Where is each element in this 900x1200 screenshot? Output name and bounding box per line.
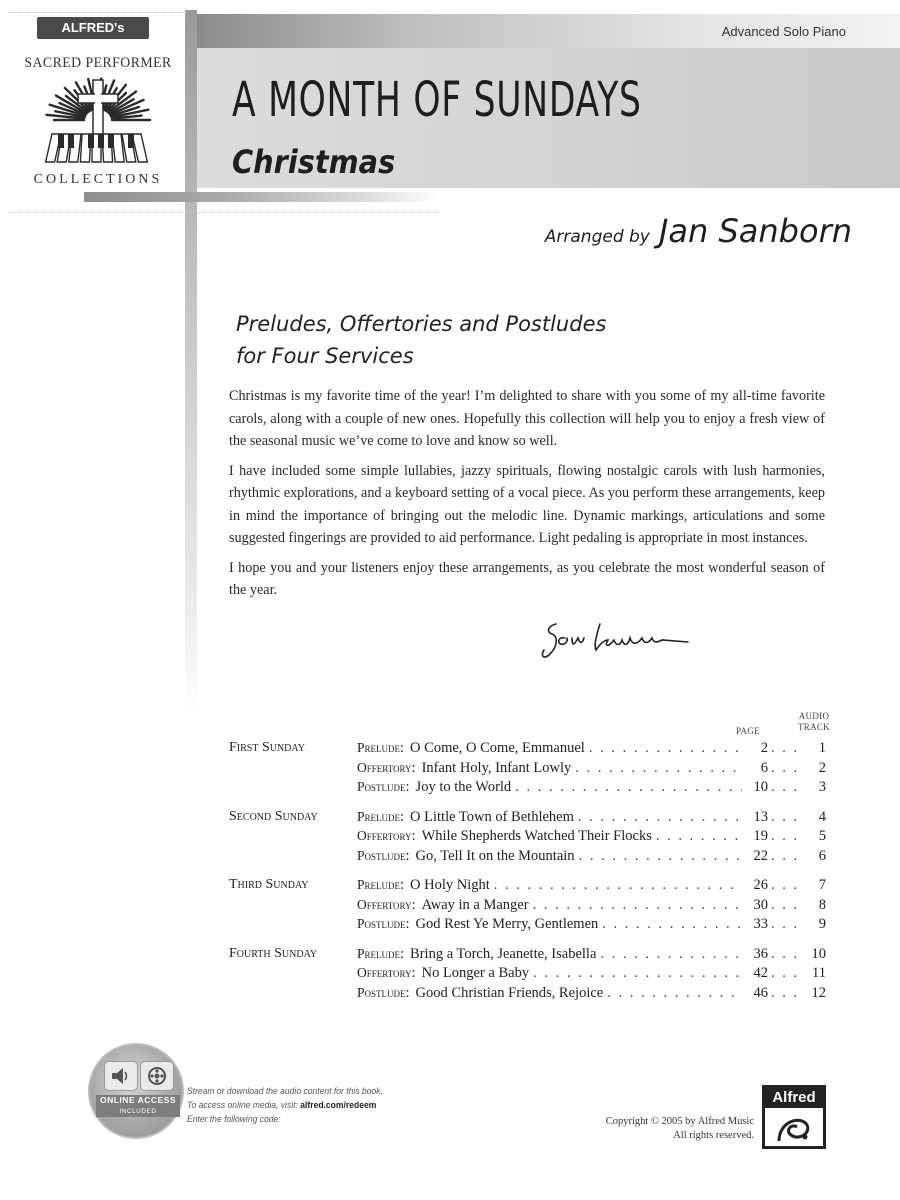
online-access-label (96, 1095, 180, 1117)
toc-track: 1 (818, 740, 826, 756)
toc-page: 10 (753, 779, 768, 795)
toc-kind: Prelude (357, 877, 401, 892)
toc-row: Prelude : O Come, O Come, Emmanuel . . . 2 . . . 1 (357, 740, 826, 760)
toc-title: While Shepherds Watched Their Flocks (421, 828, 652, 844)
toc-kind: Offertory (357, 965, 412, 980)
toc-leader (771, 965, 805, 982)
toc-kind: Offertory (357, 828, 412, 843)
toc-leader (771, 760, 805, 777)
toc-kind: Offertory (357, 759, 412, 775)
toc-track: 3 (818, 779, 826, 795)
online-access-instructions (187, 1085, 421, 1127)
music-clef-icon (775, 1111, 813, 1145)
toc-title: Go, Tell It on the Mountain (415, 847, 575, 864)
toc-title: O Little Town of Bethlehem (410, 808, 574, 825)
toc-kind: Prelude (357, 740, 401, 755)
toc-leader (771, 740, 805, 757)
toc-track: 8 (818, 896, 826, 913)
toc-leader (771, 809, 805, 826)
publisher-logo (762, 1085, 826, 1149)
toc-kind: Postlude (357, 916, 406, 931)
instruction-line: Enter the following code: (187, 1114, 281, 1125)
toc-track: 4 (818, 808, 826, 825)
toc-title: O Holy Night (410, 877, 490, 893)
cross-sunburst-icon (38, 74, 158, 166)
copyright-notice (606, 1115, 754, 1143)
toc-kind: Postlude (357, 779, 406, 794)
toc-group (229, 877, 826, 936)
toc-page: 33 (753, 916, 768, 932)
toc-page: 36 (753, 945, 768, 962)
publisher-name: Alfred (765, 1088, 823, 1108)
toc-title: Joy to the World (415, 779, 512, 795)
toc-track: 11 (812, 965, 826, 981)
copyright-line: All rights reserved. (673, 1130, 754, 1141)
toc-leader (607, 985, 742, 1002)
toc-track: 7 (818, 877, 826, 893)
toc-page: 13 (753, 808, 768, 825)
toc-page: 22 (753, 847, 768, 864)
arranger-credit (545, 212, 852, 250)
toc-page: 6 (760, 759, 768, 776)
toc-audio-header-line: AUDIO (798, 711, 830, 721)
toc-group-label: Third Sunday (229, 877, 309, 892)
intro-heading-line: for Four Services (236, 344, 414, 368)
online-access-line: INCLUDED (119, 1108, 157, 1115)
publisher-badge: ALFRED's (37, 17, 149, 39)
toc-leader (771, 946, 805, 963)
instruction-line: Stream or download the audio content for this book. (187, 1086, 383, 1097)
toc-page: 30 (753, 896, 768, 913)
instruction-prefix: To access online media, visit: (187, 1100, 298, 1111)
toc-group (229, 946, 826, 1005)
toc-track: 2 (818, 759, 826, 776)
toc-title: Good Christian Friends, Rejoice (415, 984, 604, 1001)
toc-track: 12 (811, 984, 826, 1001)
toc-kind: Prelude (357, 945, 401, 961)
toc-leader (533, 897, 742, 914)
instruction-line (187, 1099, 421, 1113)
toc-leader (579, 848, 742, 865)
online-access-badge (88, 1043, 184, 1139)
toc-title: No Longer a Baby (421, 965, 530, 981)
toc-leader (589, 740, 742, 757)
toc-leader (771, 916, 805, 933)
toc-leader (600, 946, 742, 963)
intro-paragraph: I have included some simple lullabies, jazzy spirituals, flowing nostalgic carols with lush harmonies, rhythmic explorations, and a keyboard setting of a vocal piece. As you perform these arrangements, keep in mind the importance of bringing out the melodic line. Dynamic markings, articulations and some suggested fingerings are provided to aid performance. Light pedaling is appropriate in most instances. (229, 462, 825, 546)
intro-heading (236, 308, 756, 372)
toc-kind: Offertory (357, 896, 412, 912)
toc-row: Postlude : Joy to the World . . . 10 . . . 3 (357, 779, 826, 799)
cross-horizontal-bar (84, 192, 440, 202)
toc-leader (656, 828, 742, 845)
toc-group-label: Fourth Sunday (229, 945, 318, 961)
series-logo (10, 12, 186, 192)
dotted-rule (10, 212, 440, 214)
online-access-line: ONLINE ACCESS (99, 1095, 177, 1105)
toc-title: Infant Holy, Infant Lowly (421, 759, 572, 776)
arranger-name: Jan Sanborn (658, 212, 852, 250)
toc-row: Prelude : O Holy Night . . . 26 . . . 7 (357, 877, 826, 897)
toc-leader (494, 877, 742, 894)
intro-paragraph: I hope you and your listeners enjoy these arrangements, as you celebrate the most wonderful season of the year. (229, 559, 825, 598)
series-collections: COLLECTIONS (33, 172, 163, 187)
toc-row: Prelude : O Little Town of Bethlehem . . . 13 . . . 4 (357, 809, 826, 829)
toc-page: 26 (753, 877, 768, 893)
toc-leader (771, 897, 805, 914)
toc-leader (533, 965, 742, 982)
arranger-prefix: Arranged by (544, 227, 650, 247)
toc-track: 9 (818, 916, 826, 932)
toc-group-label: Second Sunday (229, 808, 318, 824)
toc-row: Offertory : Away in a Manger . . . 30 . . . 8 (357, 897, 826, 917)
intro-paragraph: Christmas is my favorite time of the year! I’m delighted to share with you some of my all-time favorite carols, along with a couple of new ones. Hopefully this collection will help you to enjoy a fresh view of the seasonal music we’ve come to love and know so well. (229, 388, 825, 449)
table-of-contents (229, 740, 826, 1014)
toc-group (229, 809, 826, 868)
toc-title: God Rest Ye Merry, Gentlemen (415, 916, 599, 932)
toc-leader (771, 828, 805, 845)
toc-row: Postlude : Go, Tell It on the Mountain . . . 22 . . . 6 (357, 848, 826, 868)
intro-text (229, 385, 825, 609)
toc-group (229, 740, 826, 799)
toc-leader (515, 779, 742, 796)
toc-row: Prelude : Bring a Torch, Jeanette, Isabella . . . 36 . . . 10 (357, 946, 826, 966)
edition-label: Advanced Solo Piano (721, 24, 846, 39)
book-subtitle: Christmas (232, 143, 396, 181)
toc-leader (575, 760, 742, 777)
toc-leader (578, 809, 742, 826)
toc-audio-header-line: TRACK (797, 722, 830, 732)
toc-title: Bring a Torch, Jeanette, Isabella (410, 945, 597, 962)
copyright-line: Copyright © 2005 by Alfred Music (605, 1116, 754, 1127)
toc-page: 42 (753, 965, 768, 981)
toc-leader (602, 916, 742, 933)
toc-leader (771, 848, 805, 865)
film-reel-icon (140, 1061, 174, 1091)
book-title: A MONTH OF SUNDAYS (232, 72, 642, 128)
toc-leader (771, 985, 805, 1002)
toc-audio-header (789, 711, 839, 733)
redeem-link[interactable]: alfred.com/redeem (300, 1100, 377, 1111)
toc-row: Postlude : God Rest Ye Merry, Gentlemen . . . 33 . . . 9 (357, 916, 826, 936)
intro-heading-line: Preludes, Offertories and Postludes (236, 312, 607, 336)
toc-row: Offertory : Infant Holy, Infant Lowly . . . 6 . . . 2 (357, 760, 826, 780)
arranger-signature (538, 616, 698, 662)
toc-leader (771, 779, 805, 796)
toc-track: 10 (811, 945, 826, 962)
toc-leader (771, 877, 805, 894)
toc-column-headers (720, 711, 845, 739)
toc-row: Postlude : Good Christian Friends, Rejoice . . . 46 . . . 12 (357, 985, 826, 1005)
speaker-icon (104, 1061, 138, 1091)
toc-row: Offertory : While Shepherds Watched Their Flocks . . . 19 . . . 5 (357, 828, 826, 848)
cross-vertical-bar (185, 10, 197, 715)
toc-title: Away in a Manger (421, 896, 529, 913)
toc-page: 19 (753, 828, 768, 844)
toc-row: Offertory : No Longer a Baby . . . 42 . . . 11 (357, 965, 826, 985)
toc-track: 6 (818, 847, 826, 864)
toc-title: O Come, O Come, Emmanuel (410, 740, 585, 756)
series-name: SACRED PERFORMER (24, 55, 172, 71)
toc-kind: Postlude (357, 847, 406, 863)
toc-kind: Prelude (357, 808, 401, 824)
toc-page: 2 (760, 740, 768, 756)
toc-track: 5 (818, 828, 826, 844)
toc-kind: Postlude (357, 984, 406, 1000)
toc-page-header: PAGE (736, 726, 760, 736)
toc-group-label: First Sunday (229, 740, 305, 755)
toc-page: 46 (753, 984, 768, 1001)
